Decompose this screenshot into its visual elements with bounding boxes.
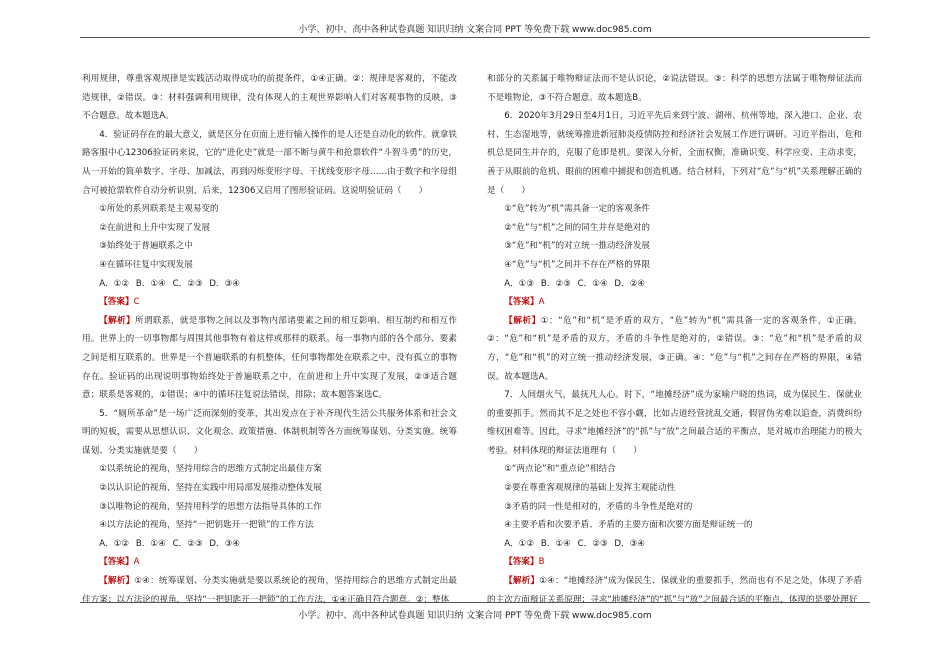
answer-value: B: [538, 557, 545, 568]
question-7-choices: [487, 535, 862, 554]
question-4-analysis: [82, 312, 457, 405]
choice-c: C．①④: [577, 278, 608, 289]
choice-b: B．②③: [540, 278, 571, 289]
choice-d: D．③④: [209, 278, 241, 289]
header-rule: [80, 37, 870, 38]
answer-tag: 【答案】: [99, 297, 134, 308]
question-6-option-3: ③“危”和“机”的对立统一推动经济发展: [504, 241, 651, 252]
question-5-choices: [82, 535, 457, 554]
analysis-tag: 【解析】: [99, 576, 135, 587]
choice-b: B．①④: [135, 538, 166, 549]
question-6-stem: 6．2020年3月29日至4月1日，习近平先后来到宁波、湖州、杭州等地，深入港口、企业、农村、生态湿地等，就统筹推进新冠肺炎疫情防控和经济社会发展工作进行调研。习近平指出，危和机总是同生并存的，克服了危即是机。要深入分析，全面权衡，准确识变、科学应变、主动求变，善于从眼前的危机、眼前的困难中捕捉和创造机遇。结合材料，下列对“危”与“机”关系理解正确的是（ ）: [487, 111, 862, 196]
question-4-option-1: ①所处的系列联系是主观易变的: [99, 204, 219, 215]
analysis-text: 所谓联系，就是事物之间以及事物内部诸要素之间的相互影响、相互制约和相互作用。世界上的一切事物都与周围其他事物有着这样或那样的联系。每一事物内部的各个部分、要素之间是相互联系的。世界是一个普遍联系的有机整体，任何事物都处在联系之中，没有孤立的事物存在。验证码的出现说明事物始终处于普遍联系之中，在前进和上升中实现了发展，②③适合题意；联系是客观的，①错误；④中的循环往复说法错误，排除；故本题答案选C。: [82, 315, 457, 401]
choice-a: A．①③: [504, 278, 535, 289]
choice-c: C．②③: [172, 278, 203, 289]
choice-b: B．①④: [540, 538, 571, 549]
analysis-text: ①④：统筹谋划、分类实施就是要以系统论的视角，坚持用综合的思维方式制定出最佳方案；以方法论的视角，坚持“一把钥匙开一把锁”的工作方法，①④正确且符合题意。②：整体: [82, 576, 457, 605]
analysis-text: ①：“危”和“机”是矛盾的双方，“危”转为“机”需具备一定的客观条件，①正确。②：“危”和“机”是矛盾的双方，矛盾的斗争性是绝对的，②错误。③：“危”和“机”是矛盾的双方，“危”和“机”的对立统一推动经济发展，③正确。④：“危”与“机”之间存在严格的界限，④错误。故本题选A。: [487, 315, 862, 382]
analysis-tag: 【解析】: [99, 315, 136, 326]
question-6-option-4: ④“危”与“机”之间并不存在严格的界限: [504, 259, 651, 270]
question-7-option-2: ②要在尊重客观规律的基础上发挥主观能动性: [504, 483, 676, 494]
question-7-option-1: ①“两点论”和“重点论”相结合: [504, 464, 616, 475]
question-6-option-2: ②“危”与“机”之间的同生并存是绝对的: [504, 222, 651, 233]
question-7-stem: 7．人间烟火气，最抚凡人心。时下，“地摊经济”成为家喻户晓的热词，成为保民生、保就业的重要抓手。然而其不足之处也不容小觑，比如占道经营扰乱交通，假冒伪劣难以追查，消费纠纷维权困难等。因此，寻求“地摊经济”的“抓”与“放”之间最合适的平衡点，是对城市治理能力的极大考验。材料体现的辩证法道理有（ ）: [487, 390, 862, 456]
question-6-choices: [487, 275, 862, 294]
choice-a: A．①②: [99, 538, 130, 549]
choice-b: B．①④: [135, 278, 166, 289]
question-4-option-2: ②在前进和上升中实现了发展: [99, 222, 211, 233]
question-4-answer: [82, 293, 457, 312]
question-6-answer: [487, 293, 862, 312]
right-column: [487, 70, 862, 609]
question-6-option-1: ①“危”转为“机”需具备一定的客观条件: [504, 204, 651, 215]
analysis-tag: 【解析】: [504, 315, 541, 326]
question-5-answer: [82, 553, 457, 572]
choice-a: A．①②: [99, 278, 130, 289]
question-7-analysis: [487, 572, 862, 609]
answer-value: A: [133, 557, 140, 568]
answer-tag: 【答案】: [504, 297, 539, 308]
question-5-option-3: ③以唯物论的视角，坚持用科学的思想方法指导具体的工作: [99, 501, 322, 512]
answer-value: C: [133, 297, 140, 308]
question-5-analysis: [82, 572, 457, 609]
question-5-option-1: ①以系统论的视角，坚持用综合的思维方式制定出最佳方案: [99, 464, 322, 475]
analysis-tag: 【解析】: [504, 576, 540, 587]
choice-c: C．②③: [577, 538, 608, 549]
question-7-option-4: ④主要矛盾和次要矛盾、矛盾的主要方面和次要方面是辩证统一的: [504, 520, 753, 531]
choice-d: D．②④: [614, 278, 646, 289]
question-5-option-2: ②以认识论的视角，坚持在实践中用局部发展推动整体发展: [99, 483, 322, 494]
continued-paragraph: 利用规律，尊重客观规律是实践活动取得成功的前提条件，①④正确。②：规律是客观的，不能改造规律，②错误。③：材料强调利用规律，没有体现人的主观世界影响人们对客观事物的反映，③不合题意。故本题选A。: [82, 74, 457, 122]
page-header: 小学、初中、高中各种试卷真题 知识归纳 文案合同 PPT 等免费下载 www.doc985.com: [298, 25, 652, 35]
question-5-stem: 5．“厕所革命”是一场广泛而深刻的变革，其出发点在于补齐现代生活公共服务体系和社会文明的短板，需要从思想认识、文化观念、政策措施、体制机制等各方面统筹谋划、分类实施。统筹谋划、分类实施就是要（ ）: [82, 408, 457, 456]
analysis-text: ①④：“地摊经济”成为保民生、保就业的重要抓手，然而也有不足之处，体现了矛盾的主次方面辩证关系原理；寻求“地摊经济”的“抓”与“放”之间最合适的平衡点，体现的是要处理好: [487, 576, 862, 605]
choice-d: D．③④: [209, 538, 241, 549]
question-4-choices: [82, 275, 457, 294]
left-column: [82, 70, 457, 609]
question-6-analysis: [487, 312, 862, 386]
question-4-option-4: ④在循环往复中实现发展: [99, 259, 193, 270]
question-5-option-4: ④以方法论的视角，坚持“一把钥匙开一把锁”的工作方法: [99, 520, 314, 531]
question-4-stem: 4．验证码存在的最大意义，就是区分在页面上进行输入操作的是人还是自动化的软件。就拿铁路客服中心12306验证码来说，它的“进化史”就是一部不断与黄牛和抢票软件“斗智斗勇”的历史，从一开始的简单数字、字母、加减法，再到闪烁变形字母、干扰线变形字母……由于数字和字母组合可被抢票软件自动分析识别，后来，12306又启用了图形验证码。这说明验证码（ ）: [82, 129, 458, 196]
answer-tag: 【答案】: [99, 557, 134, 568]
choice-d: D．③④: [614, 538, 646, 549]
question-7-answer: [487, 553, 862, 572]
footer-rule: [80, 602, 870, 603]
answer-tag: 【答案】: [504, 557, 539, 568]
choice-c: C．②③: [172, 538, 203, 549]
choice-a: A．①②: [504, 538, 535, 549]
answer-value: A: [538, 297, 545, 308]
question-7-option-3: ③矛盾的同一性是相对的，矛盾的斗争性是绝对的: [504, 501, 693, 512]
continued-paragraph: 和部分的关系属于唯物辩证法而不是认识论，②说法错误。③：科学的思想方法属于唯物辩证法而不是唯物论，③不符合题意。故本题选B。: [487, 74, 862, 103]
question-4-option-3: ③始终处于普遍联系之中: [99, 241, 193, 252]
page-footer: 小学、初中、高中各种试卷真题 知识归纳 文案合同 PPT 等免费下载 www.doc985.com: [298, 611, 652, 621]
